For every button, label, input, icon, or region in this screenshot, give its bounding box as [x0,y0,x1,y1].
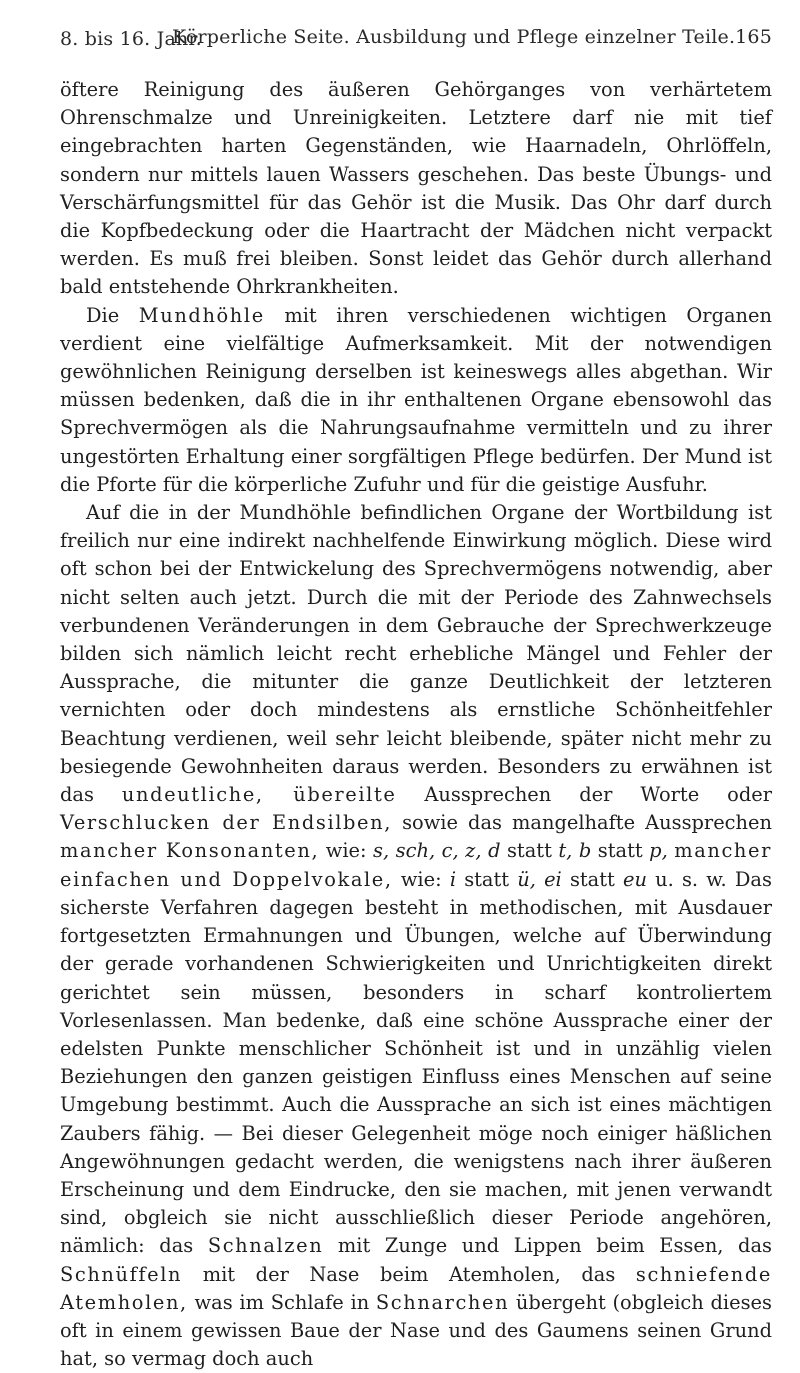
page-number: 165 [735,26,772,48]
paragraph-mouth [60,302,772,499]
letter-z: z, [465,839,482,863]
speech-text-h: statt [506,839,552,863]
running-head-chapter: 8. bis 16. Jahr. [60,28,202,50]
speech-text-p: mit Zunge und Lippen beim Essen, das [337,1234,772,1258]
letter-i: i [449,867,457,891]
term-schnarchen: Schnarchen [375,1290,510,1314]
speech-text-l: statt [464,867,510,891]
letter-s: s, [373,839,390,863]
term-atemholen: schniefende Atemholen, [60,1262,772,1314]
speech-text-n: u. s. w. Das sicherste Verfahren dagegen besteht in methodischen, mit Ausdauer fortgesetzten Ermahnungen und Übungen, welche auf Überwindung der gerade vorhandenen Schwierigkeiten und Unrichtigkeiten direkt gerichtet sein müssen, besonders in scharf kontroliertem Vorlesenlassen. Man bedenke, daß eine schöne Aussprache einer der edelsten Punkte menschlicher Schönheit ist und in unzählig vielen Beziehungen den ganzen geistigen Einfluss eines Menschen auf seine Umgebung bestimmt. Auch die Aussprache an sich ist eines mächtigen Zaubers fähig. — Bei dieser Gelegenheit möge noch einiger häßlichen Angewöhnungen gedacht werden, die wenigstens nach ihrer äußeren Erscheinung und dem Eindrucke, den sie machen, mit jenen verwandt sind, obgleich sie nicht ausschließlich dieser Periode angehören, nämlich: das [60,867,772,1258]
speech-text-k: wie: [400,867,442,891]
letter-p: p, [649,839,668,863]
term-schnalzen: Schnalzen [207,1234,324,1258]
running-head [60,22,772,56]
letter-b: b [578,839,592,863]
letter-ei: ei [544,867,562,891]
speech-text-e: sowie das mangelhafte Aussprechen [402,811,772,835]
paragraph-speech [60,499,772,1373]
term-konsonanten: mancher Konsonanten, [60,839,320,863]
speech-text-t: was im Schlafe in [194,1290,370,1314]
term-verschlucken: Verschlucken der Endsilben, [60,811,392,835]
speech-text-r: mit der Nase beim Atemholen, das [202,1262,616,1286]
book-page [60,22,772,1373]
speech-text-v: übergeht (obgleich dieses oft in einem gewissen Baue der Nase und des Gaumens seinen Grund hat, so vermag doch auch [60,1290,772,1371]
speech-text-m: statt [569,867,615,891]
term-undeutliche: undeutliche, übereilte [121,783,397,807]
paragraph-ear-care: öftere Reinigung des äußeren Gehörganges von verhärtetem Ohrenschmalze und Unreinigkeiten. Letztere darf nie mit tief eingebrachten harten Gegenständen, wie Haarnadeln, Ohrlöffeln, sondern nur mittels lauen Wassers geschehen. Das beste Übungs- und Verschärfungsmittel für das Gehör ist die Musik. Das Ohr darf durch die Kopfbedeckung oder die Haartracht der Mädchen nicht verpackt werden. Es muß frei bleiben. Sonst leidet das Gehör durch allerhand bald entstehende Ohrkrankheiten. [60,78,772,299]
letter-c: c, [441,839,459,863]
paragraph-mouth-lead: Die [86,303,120,327]
letter-sch: sch, [395,839,436,863]
body-text [60,76,772,1373]
paragraph-mouth-text: mit ihren verschiedenen wichtigen Organen verdient eine vielfältige Aufmerksamkeit. Mit der notwendigen gewöhnlichen Reinigung derselben ist keineswegs alles abgethan. Wir müssen bedenken, daß die in ihr enthaltenen Organe ebensowohl das Sprechvermögen als die Nahrungsaufnahme vermitteln und zu ihrer ungestörten Erhaltung einer sorgfältigen Pflege bedürfen. Der Mund ist die Pforte für die körperliche Zufuhr und für die geistige Ausfuhr. [60,303,772,496]
speech-text-a: Auf die in der Mundhöhle befindlichen Organe der Wortbildung ist freilich nur eine indirekt nachhelfende Einwirkung möglich. Diese wird oft schon bei der Entwickelung des Sprechvermögens notwendig, aber nicht selten auch jetzt. Durch die mit der Periode des Zahnwechsels verbundenen Veränderungen in dem Gebrauche der Sprechwerkzeuge bilden sich nämlich leicht recht erhebliche Mängel und Fehler der Aussprache, die mitunter die ganze Deutlichkeit der letzteren vernichten oder doch mindestens als ernstliche Schönheitfehler Beachtung verdienen, weil sehr leicht bleibende, später nicht mehr zu besiegende Gewohnheiten daraus werden. Besonders zu erwähnen ist das [60,501,772,807]
letter-d: d [488,839,501,863]
letter-eu: eu [623,867,647,891]
letter-t: t, [558,839,573,863]
speech-text-g: wie: [325,839,367,863]
letter-ue: ü, [517,867,536,891]
term-mundhoehle: Mundhöhle [138,303,265,327]
speech-text-i: statt [597,839,643,863]
running-head-title: Körperliche Seite. Ausbildung und Pflege einzelner Teile. [172,26,736,48]
term-schnueffeln: Schnüffeln [60,1262,183,1286]
term-vokale: mancher einfachen und Doppelvokale, [60,839,772,891]
speech-text-c: Aussprechen der Worte oder [424,783,772,807]
